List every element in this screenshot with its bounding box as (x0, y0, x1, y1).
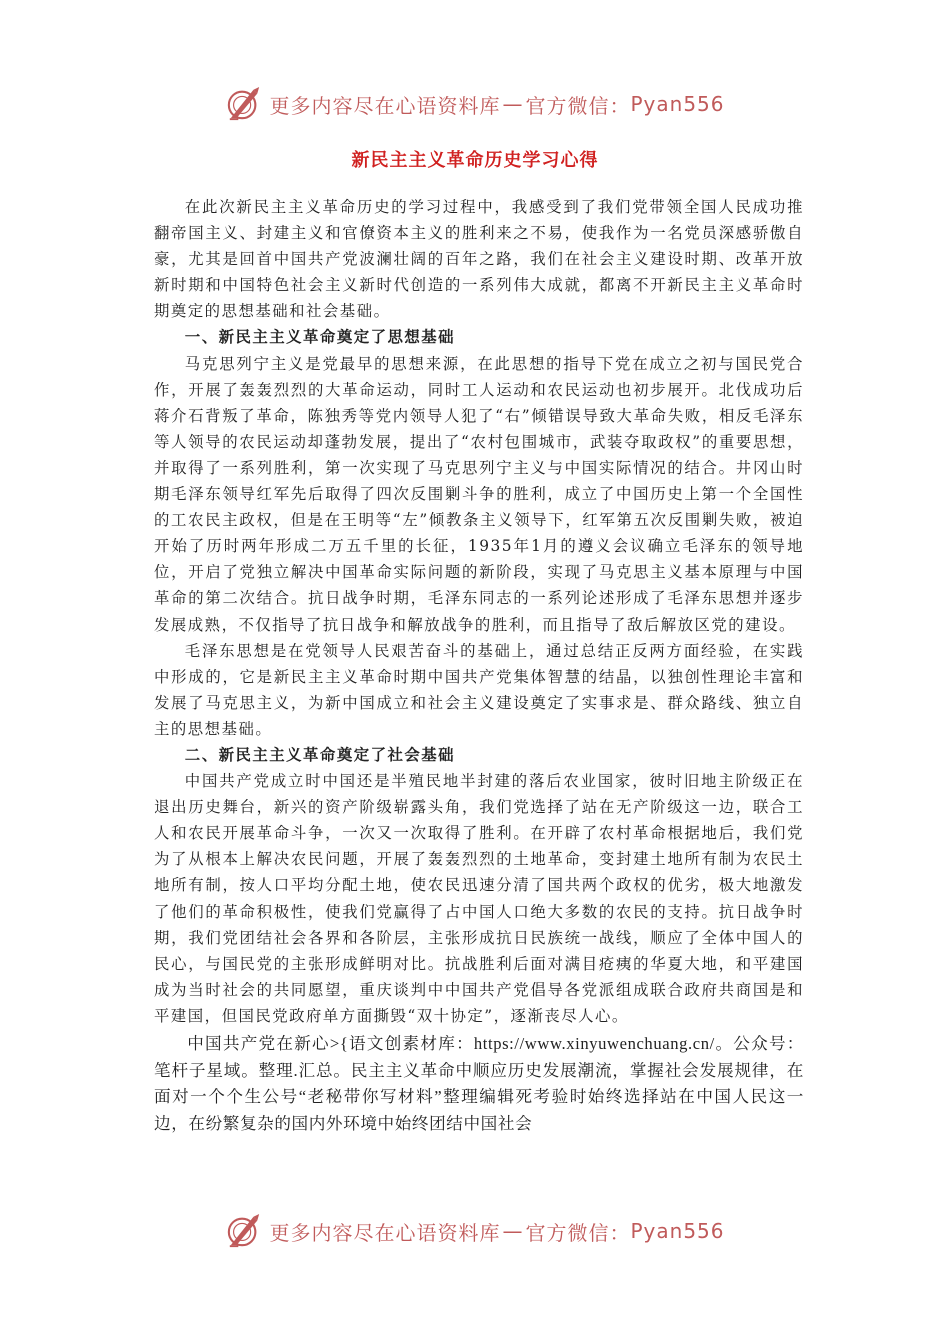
section-heading: 一、新民主主义革命奠定了思想基础 (184, 328, 456, 347)
banner-text: 更多内容尽在心语资料库 (269, 1220, 501, 1245)
header-banner (0, 84, 950, 124)
banner-wechat-label: 官方微信： (525, 1220, 631, 1245)
section-paragraph: 中国共产党成立时中国还是半殖民地半封建的落后农业国家，彼时旧地主阶级正在退出历史舞台，新兴的资产阶级崭露头角，我们党选择了站在无产阶级这一边，联合工人和农民开展革命斗争，一次又一次取得了胜利。在开辟了农村革命根据地后，我们党为了从根本上解决农民问题，开展了轰轰烈烈的土地革命，变封建土地所有制为农民土地所有制，按人口平均分配土地，使农民迅速分清了国共两个政权的优劣，极大地激发了他们的革命积极性，使我们党赢得了占中国人口绝大多数的农民的支持。抗日战争时期，我们党团结社会各界和各阶层，主张形成抗日民族统一战线，顺应了全体中国人的民心，与国民党的主张形成鲜明对比。抗战胜利后面对满目疮痍的华夏大地，和平建国成为当时社会的共同愿望，重庆谈判中中国共产党倡导各党派组成联合政府共商国是和平建国，但国民党政府单方面撕毁“双十协定”，逐渐丧尽人心。 (154, 772, 804, 1025)
quill-pen-logo-icon (225, 86, 263, 122)
section-paragraph: 马克思列宁主义是党最早的思想来源，在此思想的指导下党在成立之初与国民党合作，开展了轰轰烈烈的大革命运动，同时工人运动和农民运动也初步展开。北伐成功后蒋介石背叛了革命，陈独秀等党内领导人犯了“右”倾错误导致大革命失败，相反毛泽东等人领导的农民运动却蓬勃发展，提出了“农村包围城市，武装夺取政权”的重要思想，并取得了一系列胜利，第一次实现了马克思列宁主义与中国实际情况的结合。井冈山时期毛泽东领导红军先后取得了四次反围剿斗争的胜利，成立了中国历史上第一个全国性的工农民主政权，但是在王明等“左”倾教条主义领导下，红军第五次反围剿失败，被迫开始了历时两年形成二万五千里的长征，1935年1月的遵义会议确立毛泽东的领导地位，开启了党独立解决中国革命实际问题的新阶段，实现了马克思主义基本原理与中国革命的第二次结合。抗日战争时期，毛泽东同志的一系列论述形成了毛泽东思想并逐步发展成熟，不仅指导了抗日战争和解放战争的胜利，而且指导了敌后解放区党的建设。 (154, 354, 804, 634)
banner-separator: — (502, 92, 524, 116)
intro-paragraph: 在此次新民主主义革命历史的学习过程中，我感受到了我们党带领全国人民成功推翻帝国主义、封建主义和官僚资本主义的胜利来之不易，使我作为一名党员深感骄傲自豪，尤其是回首中国共产党波澜壮阔的百年之路，我们在社会主义建设时期、改革开放新时期和中国特色社会主义新时代创造的一系列伟大成就，都离不开新民主主义革命时期奠定的思想基础和社会基础。 (154, 198, 804, 321)
banner-wechat-id: Pyan556 (630, 1219, 725, 1243)
section-heading: 二、新民主主义革命奠定了社会基础 (184, 745, 456, 764)
closing-paragraph: 中国共产党在新心>{语文创素材库：https://www.xinyuwenchuang.cn/。公众号：笔杆子星域。整理.汇总。民主主义革命中顺应历史发展潮流，掌握社会发展规律，在面对一个个生公号“老秘带你写材料”整理编辑死考验时始终选择站在中国人民这一边，在纷繁复杂的国内外环境中始终团结中国社会 (154, 1034, 804, 1133)
banner-text: 更多内容尽在心语资料库 (269, 93, 501, 118)
footer-banner (0, 1211, 950, 1251)
section-paragraph: 毛泽东思想是在党领导人民艰苦奋斗的基础上，通过总结正反两方面经验，在实践中形成的，它是新民主主义革命时期中国共产党集体智慧的结晶，以独创性理论丰富和发展了马克思主义，为新中国成立和社会主义建设奠定了实事求是、群众路线、独立自主的思想基础。 (154, 641, 804, 738)
document-title: 新民主主义革命历史学习心得 (351, 150, 599, 171)
quill-pen-logo-icon (225, 1213, 263, 1249)
banner-separator: — (502, 1219, 524, 1243)
banner-wechat-label: 官方微信： (525, 93, 631, 118)
document-body (154, 194, 804, 1137)
banner-wechat-id: Pyan556 (630, 92, 725, 116)
